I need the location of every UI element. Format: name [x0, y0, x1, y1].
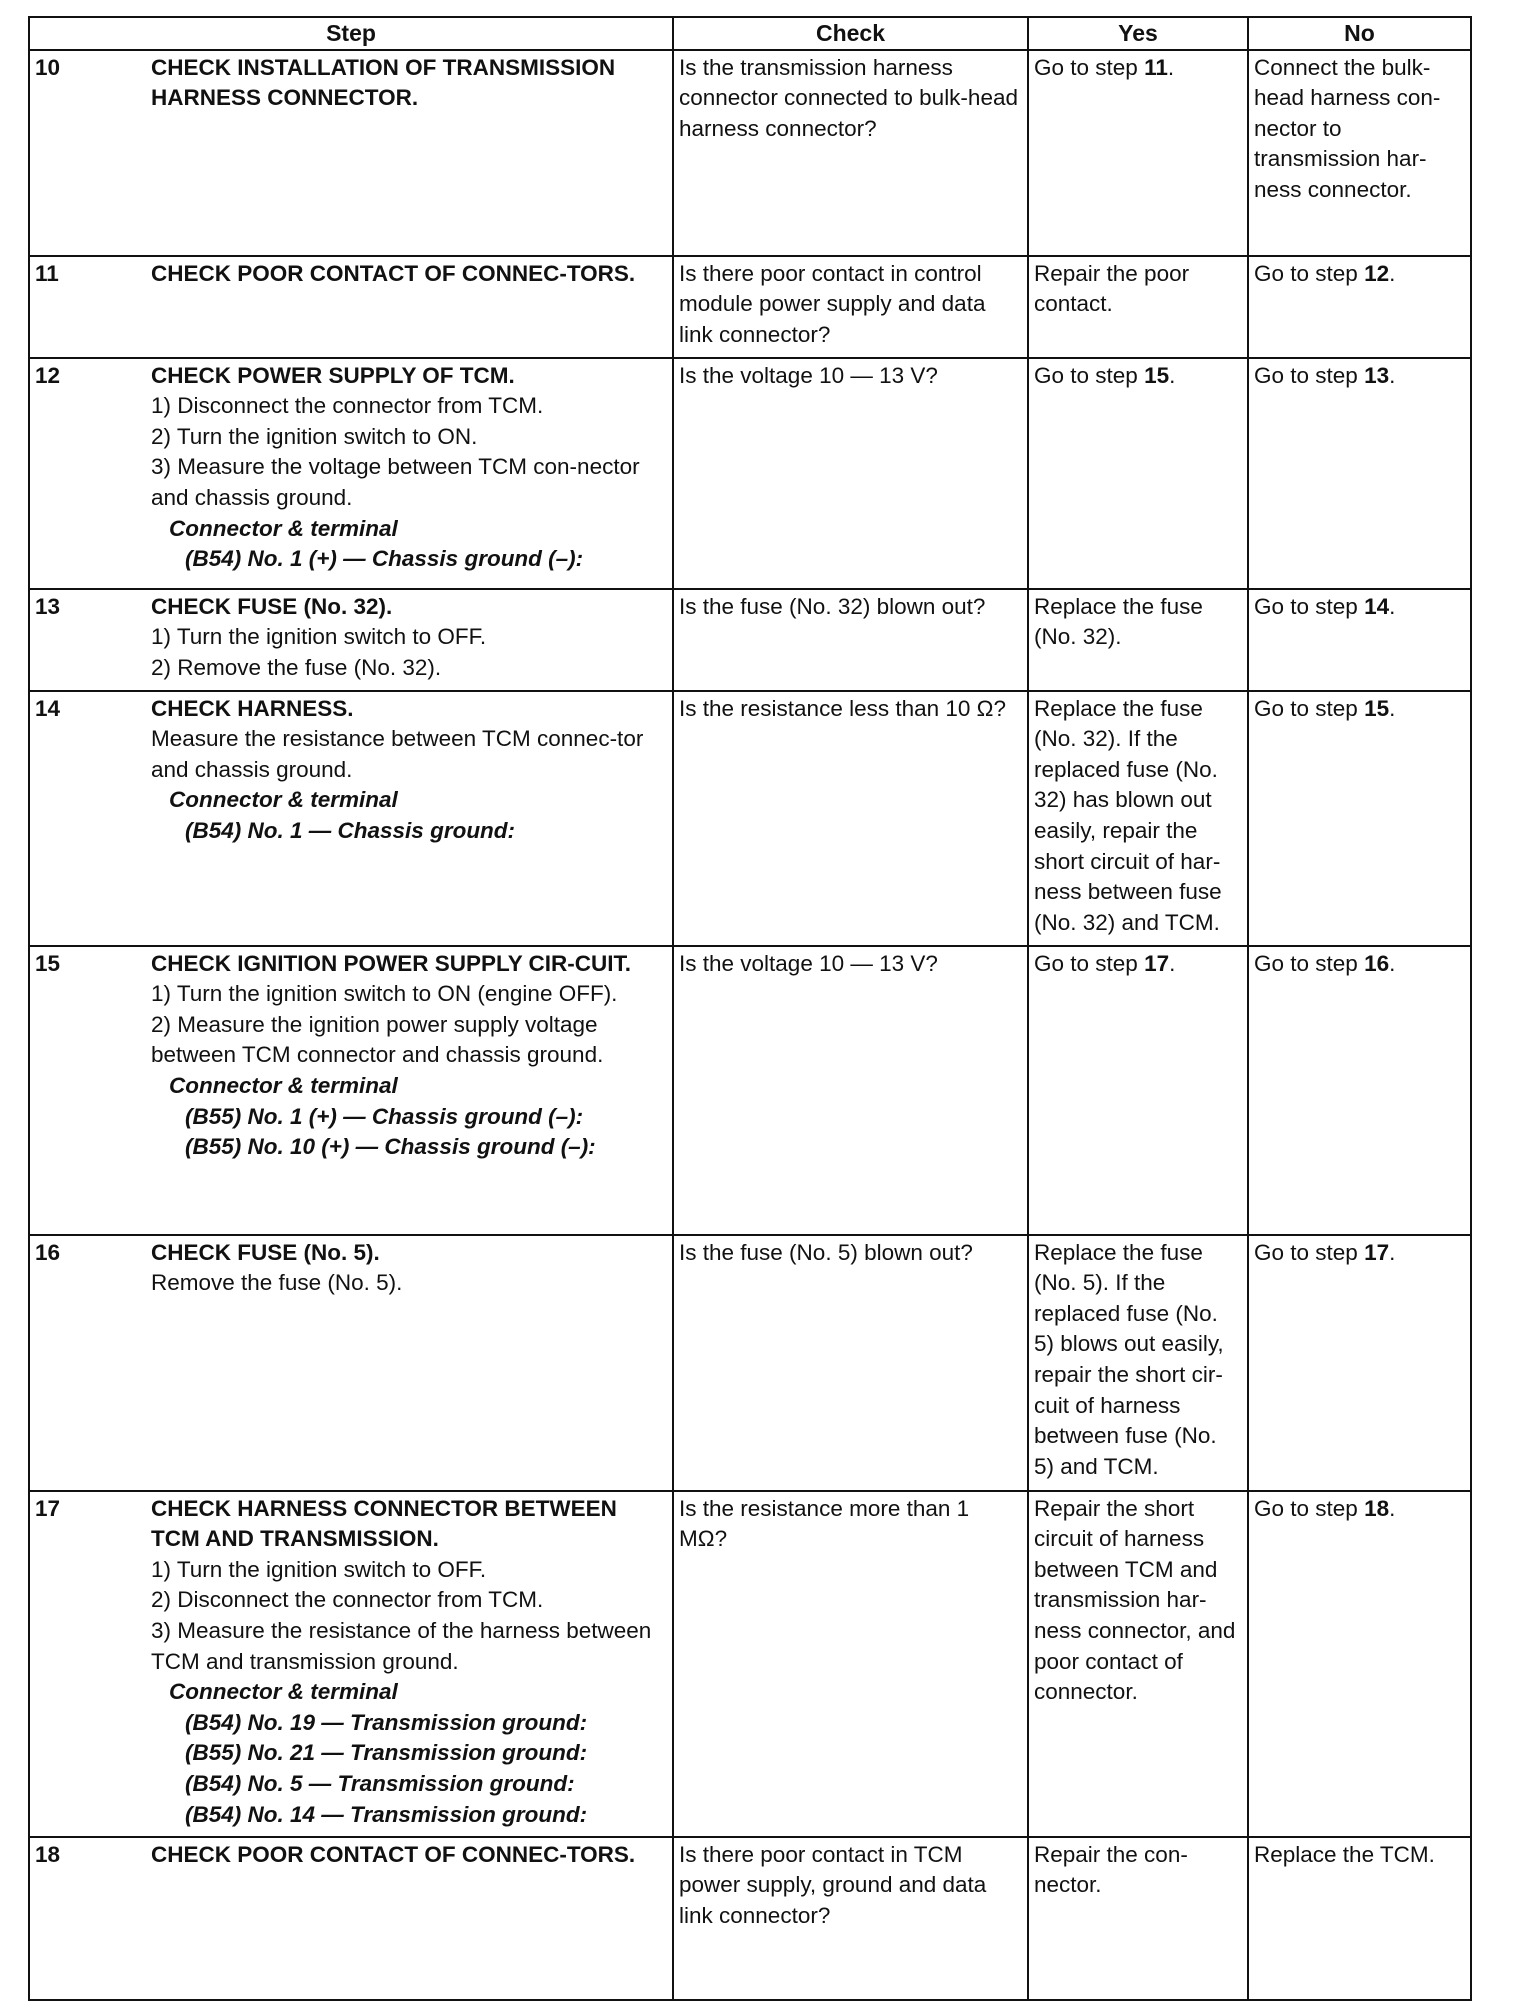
yes-step-number: 15 — [1144, 362, 1170, 388]
step-description — [151, 1837, 673, 2000]
no-text: Replace the TCM. — [1254, 1841, 1435, 1867]
step-instruction: 1) Disconnect the connector from TCM. — [151, 393, 544, 419]
step-instruction: 3) Measure the voltage between TCM con-nector and chassis ground. — [151, 454, 640, 510]
header-check: Check — [673, 17, 1028, 50]
no-cell — [1248, 50, 1471, 256]
check-cell: Is the resistance more than 1 MΩ? — [673, 1491, 1028, 1837]
yes-text: Replace the fuse (No. 32). If the replaced fuse (No. 32) has blown out easily, repair the short circuit of har-ness between fuse (No. 32) and TCM. — [1034, 695, 1222, 935]
table-row — [29, 256, 1471, 358]
step-number: 12 — [29, 358, 151, 589]
step-instruction: 2) Turn the ignition switch to ON. — [151, 423, 478, 449]
step-description — [151, 256, 673, 358]
step-number: 18 — [29, 1837, 151, 2000]
yes-cell — [1028, 1837, 1248, 2000]
table-row — [29, 691, 1471, 946]
yes-text: Replace the fuse (No. 32). — [1034, 593, 1203, 650]
no-text: Connect the bulk-head harness con-nector to transmission har-ness connector. — [1254, 54, 1441, 202]
no-end: . — [1389, 1495, 1396, 1521]
no-step-number: 13 — [1364, 362, 1390, 388]
yes-end: . — [1169, 950, 1176, 976]
no-end: . — [1389, 950, 1396, 976]
table-row — [29, 50, 1471, 256]
yes-end: . — [1169, 362, 1176, 388]
step-title: CHECK FUSE (No. 32). — [151, 593, 393, 619]
step-number: 15 — [29, 946, 151, 1235]
step-instruction: 1) Turn the ignition switch to ON (engine OFF). — [151, 981, 618, 1007]
yes-cell — [1028, 256, 1248, 358]
yes-cell — [1028, 50, 1248, 256]
yes-text: Repair the poor contact. — [1034, 260, 1190, 317]
step-title: CHECK FUSE (No. 5). — [151, 1239, 380, 1265]
step-number: 14 — [29, 691, 151, 946]
step-description — [151, 946, 673, 1235]
step-title: CHECK POOR CONTACT OF CONNEC-TORS. — [151, 260, 636, 286]
table-row — [29, 1235, 1471, 1491]
table-row — [29, 1837, 1471, 2000]
step-description — [151, 1491, 673, 1837]
step-title: CHECK HARNESS CONNECTOR BETWEEN TCM AND TRANSMISSION. — [151, 1495, 617, 1552]
step-instruction: Remove the fuse (No. 5). — [151, 1270, 403, 1296]
yes-cell — [1028, 589, 1248, 691]
step-number: 11 — [29, 256, 151, 358]
no-end: . — [1389, 362, 1396, 388]
connector-terminal-spec: (B54) No. 1 — Chassis ground: — [185, 817, 516, 843]
step-description — [151, 691, 673, 946]
step-number: 17 — [29, 1491, 151, 1837]
table-row — [29, 946, 1471, 1235]
check-cell: Is there poor contact in control module power supply and data link connector? — [673, 256, 1028, 358]
yes-text: Go to step — [1034, 362, 1145, 388]
no-cell — [1248, 946, 1471, 1235]
step-instruction: Measure the resistance between TCM connec-tor and chassis ground. — [151, 726, 644, 782]
step-instruction: 3) Measure the resistance of the harness between TCM and transmission ground. — [151, 1617, 652, 1674]
yes-cell — [1028, 358, 1248, 589]
yes-cell — [1028, 1235, 1248, 1491]
yes-cell — [1028, 946, 1248, 1235]
no-step-number: 16 — [1364, 950, 1390, 976]
connector-terminal-label: Connector & terminal — [169, 1679, 398, 1705]
yes-cell — [1028, 691, 1248, 946]
yes-end: . — [1167, 54, 1175, 80]
check-cell: Is there poor contact in TCM power supply, ground and data link connector? — [673, 1837, 1028, 2000]
step-title: CHECK POOR CONTACT OF CONNEC-TORS. — [151, 1841, 636, 1867]
connector-terminal-spec: (B54) No. 5 — Transmission ground: — [185, 1770, 575, 1796]
yes-text: Repair the short circuit of harness between TCM and transmission har-ness connector, and poor contact of connector. — [1034, 1495, 1236, 1705]
step-number: 16 — [29, 1235, 151, 1491]
no-step-number: 14 — [1364, 593, 1390, 619]
step-instruction: 1) Turn the ignition switch to OFF. — [151, 624, 487, 650]
check-cell: Is the voltage 10 — 13 V? — [673, 358, 1028, 589]
no-end: . — [1389, 260, 1396, 286]
no-cell — [1248, 691, 1471, 946]
table-row — [29, 589, 1471, 691]
yes-step-number: 11 — [1144, 54, 1168, 80]
check-cell: Is the transmission harness connector connected to bulk-head harness connector? — [673, 50, 1028, 256]
yes-cell — [1028, 1491, 1248, 1837]
step-instruction: 2) Measure the ignition power supply voltage between TCM connector and chassis ground. — [151, 1011, 604, 1068]
step-description — [151, 1235, 673, 1491]
no-cell — [1248, 358, 1471, 589]
diagnostic-table — [28, 16, 1472, 2001]
yes-text: Go to step — [1034, 950, 1145, 976]
connector-terminal-label: Connector & terminal — [169, 787, 398, 813]
header-yes: Yes — [1028, 17, 1248, 50]
no-text: Go to step — [1254, 593, 1365, 619]
step-description — [151, 50, 673, 256]
step-description — [151, 358, 673, 589]
no-text: Go to step — [1254, 260, 1365, 286]
yes-step-number: 17 — [1144, 950, 1170, 976]
step-instruction: 1) Turn the ignition switch to OFF. — [151, 1556, 487, 1582]
no-end: . — [1389, 695, 1396, 721]
header-step: Step — [29, 17, 673, 50]
no-text: Go to step — [1254, 1495, 1365, 1521]
no-cell — [1248, 1837, 1471, 2000]
no-text: Go to step — [1254, 362, 1365, 388]
no-text: Go to step — [1254, 1239, 1365, 1265]
check-cell: Is the fuse (No. 5) blown out? — [673, 1235, 1028, 1491]
step-title: CHECK INSTALLATION OF TRANSMISSION HARNESS CONNECTOR. — [151, 54, 616, 111]
step-description — [151, 589, 673, 691]
check-cell: Is the fuse (No. 32) blown out? — [673, 589, 1028, 691]
step-instruction: 2) Remove the fuse (No. 32). — [151, 654, 442, 680]
connector-terminal-spec: (B54) No. 14 — Transmission ground: — [185, 1801, 588, 1827]
no-cell — [1248, 1491, 1471, 1837]
step-number: 13 — [29, 589, 151, 691]
no-text: Go to step — [1254, 950, 1365, 976]
connector-terminal-spec: (B55) No. 10 (+) — Chassis ground (–): — [185, 1134, 596, 1160]
table-row — [29, 358, 1471, 589]
connector-terminal-spec: (B54) No. 1 (+) — Chassis ground (–): — [185, 546, 584, 572]
header-no: No — [1248, 17, 1471, 50]
step-number: 10 — [29, 50, 151, 256]
step-title: CHECK IGNITION POWER SUPPLY CIR-CUIT. — [151, 950, 632, 976]
no-end: . — [1389, 593, 1396, 619]
step-instruction: 2) Disconnect the connector from TCM. — [151, 1587, 544, 1613]
connector-terminal-label: Connector & terminal — [169, 1072, 398, 1098]
check-cell: Is the resistance less than 10 Ω? — [673, 691, 1028, 946]
no-cell — [1248, 256, 1471, 358]
connector-terminal-spec: (B55) No. 21 — Transmission ground: — [185, 1740, 588, 1766]
step-title: CHECK HARNESS. — [151, 695, 354, 721]
connector-terminal-spec: (B54) No. 19 — Transmission ground: — [185, 1709, 588, 1735]
no-cell — [1248, 1235, 1471, 1491]
step-title: CHECK POWER SUPPLY OF TCM. — [151, 362, 515, 388]
check-cell: Is the voltage 10 — 13 V? — [673, 946, 1028, 1235]
yes-text: Replace the fuse (No. 5). If the replaced fuse (No. 5) blows out easily, repair the short cir-cuit of harness between fuse (No. 5) and TCM. — [1034, 1239, 1224, 1479]
table-row — [29, 1491, 1471, 1837]
no-text: Go to step — [1254, 695, 1365, 721]
yes-text: Go to step — [1034, 54, 1145, 80]
header-row — [29, 17, 1471, 50]
connector-terminal-spec: (B55) No. 1 (+) — Chassis ground (–): — [185, 1103, 584, 1129]
connector-terminal-label: Connector & terminal — [169, 515, 398, 541]
yes-text: Repair the con-nector. — [1034, 1841, 1188, 1898]
no-step-number: 18 — [1364, 1495, 1390, 1521]
no-step-number: 17 — [1364, 1239, 1390, 1265]
no-step-number: 15 — [1364, 695, 1390, 721]
no-step-number: 12 — [1364, 260, 1390, 286]
table-body — [29, 50, 1471, 2000]
no-cell — [1248, 589, 1471, 691]
no-end: . — [1389, 1239, 1396, 1265]
